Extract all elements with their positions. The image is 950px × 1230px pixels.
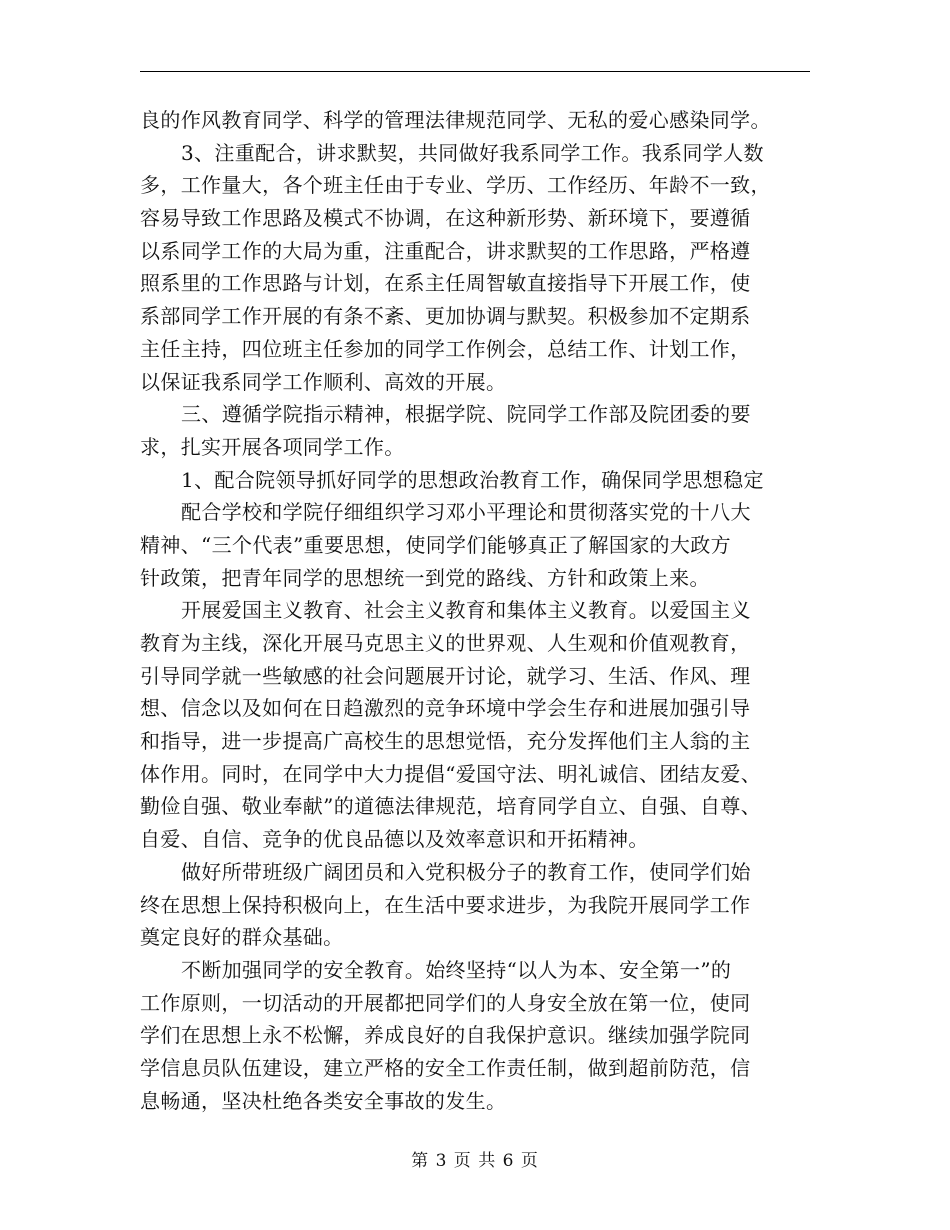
text-line: 终在思想上保持积极向上，在生活中要求进步，为我院开展同学工作 xyxy=(140,892,751,917)
document-body xyxy=(140,104,812,1117)
text-line: 照系里的工作思路与计划，在系主任周智敏直接指导下开展工作，使 xyxy=(140,271,751,296)
text-line: 系部同学工作开展的有条不紊、更加协调与默契。积极参加不定期系 xyxy=(140,304,751,329)
text-line: 不断加强同学的安全教育。始终坚持“以人为本、安全第一”的 xyxy=(181,957,732,982)
page-number-label: 第 3 页 共 6 页 xyxy=(411,1151,539,1171)
text-line: 工作原则，一切活动的开展都把同学们的人身安全放在第一位，使同 xyxy=(140,990,751,1015)
text-line: 做好所带班级广阔团员和入党积极分子的教育工作，使同学们始 xyxy=(181,859,751,884)
text-line: 开展爱国主义教育、社会主义教育和集体主义教育。以爱国主义 xyxy=(181,598,751,623)
text-line: 容易导致工作思路及模式不协调，在这种新形势、新环境下，要遵循 xyxy=(140,206,751,231)
text-line: 以保证我系同学工作顺利、高效的开展。 xyxy=(140,369,507,394)
text-line: 学们在思想上永不松懈，养成良好的自我保护意识。继续加强学院同 xyxy=(140,1023,751,1048)
text-line: 三、遵循学院指示精神，根据学院、院同学工作部及院团委的要 xyxy=(181,402,751,427)
text-line: 和指导，进一步提高广高校生的思想觉悟，充分发挥他们主人翁的主 xyxy=(140,729,751,754)
text-line: 教育为主线，深化开展马克思主义的世界观、人生观和价值观教育， xyxy=(140,631,751,655)
text-line: 奠定良好的群众基础。 xyxy=(140,925,344,950)
text-line: 针政策，把青年同学的思想统一到党的路线、方针和政策上来。 xyxy=(140,565,710,590)
page-footer xyxy=(0,1146,950,1171)
text-line: 以系同学工作的大局为重，注重配合，讲求默契的工作思路，严格遵 xyxy=(140,238,751,263)
text-line: 1、配合院领导抓好同学的思想政治教育工作，确保同学思想稳定 xyxy=(181,467,764,492)
text-line: 学信息员队伍建设，建立严格的安全工作责任制，做到超前防范，信 xyxy=(140,1055,751,1080)
text-line: 引导同学就一些敏感的社会问题展开讨论，就学习、生活、作风、理 xyxy=(140,663,751,688)
text-line: 精神、“三个代表”重要思想，使同学们能够真正了解国家的大政方 xyxy=(140,532,731,557)
text-line: 配合学校和学院仔细组织学习邓小平理论和贯彻落实党的十八大 xyxy=(181,500,751,525)
text-line: 主任主持，四位班主任参加的同学工作例会，总结工作、计划工作， xyxy=(140,336,751,361)
text-line: 良的作风教育同学、科学的管理法律规范同学、无私的爱心感染同学。 xyxy=(140,108,771,132)
text-line: 多，工作量大，各个班主任由于专业、学历、工作经历、年龄不一致， xyxy=(140,173,771,198)
header-rule xyxy=(140,71,810,72)
text-line: 3、注重配合，讲求默契，共同做好我系同学工作。我系同学人数 xyxy=(181,140,764,165)
text-line: 勤俭自强、敬业奉献”的道德法律规范，培育同学自立、自强、自尊、 xyxy=(140,794,762,819)
text-line: 求，扎实开展各项同学工作。 xyxy=(140,434,405,459)
text-line: 自爱、自信、竞争的优良品德以及效率意识和开拓精神。 xyxy=(140,827,649,852)
text-line: 想、信念以及如何在日趋激烈的竞争环境中学会生存和进展加强引导 xyxy=(140,696,751,721)
text-line: 体作用。同时，在同学中大力提倡“爱国守法、明礼诚信、团结友爱、 xyxy=(140,761,762,786)
text-line: 息畅通，坚决杜绝各类安全事故的发生。 xyxy=(140,1088,507,1113)
